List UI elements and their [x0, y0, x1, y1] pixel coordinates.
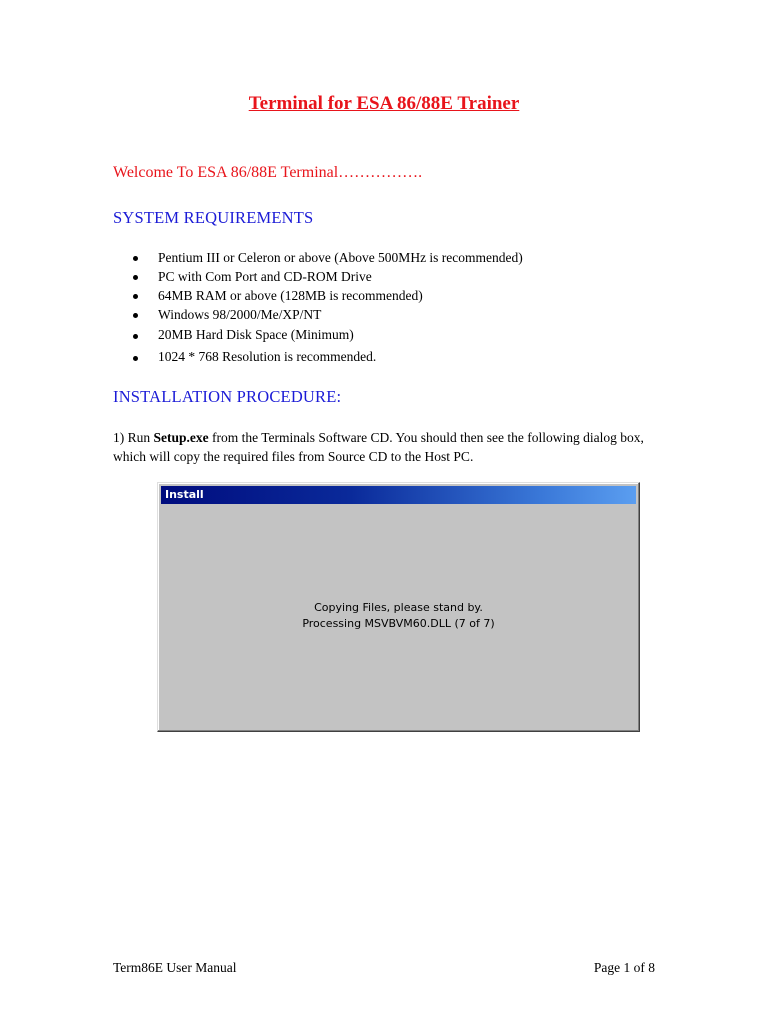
footer-manual-name: Term86E User Manual	[113, 960, 237, 975]
dialog-titlebar[interactable]	[161, 486, 636, 504]
step-1-text: from the Terminals Software CD. You should then see the following dialog box, which will copy the required files from Source CD to the Host PC.	[113, 430, 644, 464]
list-item: Pentium III or Celeron or above (Above 500MHz is recommended)	[130, 248, 523, 267]
requirements-list	[130, 248, 523, 368]
list-item: PC with Com Port and CD-ROM Drive	[130, 267, 523, 286]
system-requirements-heading: SYSTEM REQUIREMENTS	[113, 208, 314, 227]
welcome-text: Welcome To ESA 86/88E Terminal…………….	[113, 164, 423, 181]
step-1-prefix: 1) Run	[113, 430, 154, 445]
copying-status-text: Copying Files, please stand by.	[314, 601, 483, 614]
list-item: Windows 98/2000/Me/XP/NT	[130, 305, 523, 324]
processing-file-text: Processing MSVBVM60.DLL (7 of 7)	[302, 617, 495, 630]
list-item: 64MB RAM or above (128MB is recommended)	[130, 286, 523, 305]
document-title: Terminal for ESA 86/88E Trainer	[248, 93, 520, 114]
setup-exe-name: Setup.exe	[153, 430, 209, 445]
dialog-title: Install	[165, 488, 204, 501]
dialog-body	[161, 504, 636, 728]
list-item: 20MB Hard Disk Space (Minimum)	[130, 324, 523, 346]
install-dialog	[157, 482, 640, 732]
list-item: 1024 * 768 Resolution is recommended.	[130, 346, 523, 368]
installation-procedure-heading: INSTALLATION PROCEDURE:	[113, 387, 342, 406]
footer-page-number: Page 1 of 8	[593, 960, 655, 975]
step-1-paragraph	[113, 428, 653, 466]
